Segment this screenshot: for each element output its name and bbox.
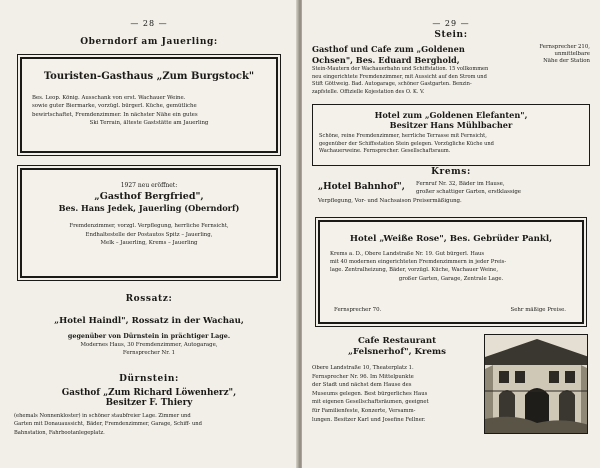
ad-title: „Hotel Haindl", Rossatz in der Wachau, bbox=[54, 316, 244, 326]
ad-text-line: Melk – Jauerling, Krems – Jauerling bbox=[100, 240, 198, 247]
ad-text-line: für Familienfeste, Konzerte, Versamm- bbox=[312, 407, 416, 414]
ad-owner: Bes. Hans Jedek, Jauerling (Oberndorf) bbox=[58, 203, 240, 214]
ad-text-line: mit eigenen Gesellschaftsräumen, geeignet bbox=[312, 399, 429, 406]
felsnerhof-illustration bbox=[484, 334, 588, 434]
ad-text-line: Nähe der Station bbox=[543, 58, 590, 64]
ad-gasthof-bergfried bbox=[20, 168, 278, 278]
page-number-right: — 29 — bbox=[432, 19, 470, 28]
ad-owner: „Felsnerhof", Krems bbox=[348, 347, 446, 357]
ad-text-line: großer Garten, Garage, Zentrale Lage. bbox=[398, 275, 504, 282]
ad-text-line: Museums gelegen. Best bürgerliches Haus bbox=[312, 390, 428, 397]
ad-phone: Fernsprecher 70. bbox=[334, 306, 382, 313]
ad-text-line: mit 40 modernen eingerichteten Fremdenzimmern in jeder Preis- bbox=[330, 259, 507, 266]
ad-text-line: Verpflegung, Vor- und Nachsaison Preisermäßigung. bbox=[318, 198, 462, 204]
courtyard-drawing bbox=[485, 335, 588, 434]
ad-text-line: Krems a. D., Obere Landstraße Nr. 19. Gut bürgerl. Haus bbox=[330, 251, 485, 257]
ad-subtitle: gegenüber von Dürnstein in prächtiger Lage. bbox=[67, 332, 231, 340]
section-heading-krems: Krems: bbox=[431, 167, 471, 177]
ad-text-line: neu eingerichtete Fremdenzimmer, mit Aussicht auf den Strom und bbox=[312, 73, 487, 80]
ad-text-line: Fernsprecher Nr. 1 bbox=[122, 350, 176, 357]
ad-text-line: lage. Zentralheizung, Bäder, vorzügl. Küche, Wachauer Weine, bbox=[330, 267, 498, 274]
ad-title: Cafe Restaurant bbox=[357, 336, 437, 346]
ad-text-line: Schöne, reine Fremdenzimmer, herrliche Terrasse mit Fernsicht, bbox=[319, 133, 487, 139]
ad-text-line: lungen. Besitzer Karl und Josefine Fellner. bbox=[312, 416, 426, 423]
ad-title: „Hotel Bahnhof", bbox=[318, 182, 405, 192]
ad-text-line: Stift Göttweig. Bad. Autogarage, schöner Gastgarten. Benzin- bbox=[312, 81, 472, 88]
ad-text-line: Stein-Mautern der Wachauerbahn und Schiffstation. 15 vollkommen bbox=[312, 66, 489, 72]
ad-phone: Fernsprecher 210, bbox=[539, 44, 590, 50]
ad-text-line: (ehemals Nonnenkloster) in schöner staubfreier Lage. Zimmer und bbox=[14, 413, 191, 419]
ad-text-line: Obere Landstraße 10, Theaterplatz 1. bbox=[312, 365, 414, 371]
ad-text-line: Bes. Leop. König. Ausschank von erst. Wachauer Weine. bbox=[32, 95, 186, 101]
ad-gasthof-goldener-ochsen bbox=[312, 44, 592, 102]
right-page bbox=[302, 0, 600, 468]
ad-title: Gasthof „Zum Richard Löwenherz", bbox=[61, 388, 237, 398]
left-page bbox=[0, 0, 298, 468]
ad-text-line: Fernruf Nr. 32, Bäder im Hause, bbox=[416, 181, 505, 187]
section-heading-oberndorf: Oberndorf am Jauerling: bbox=[80, 37, 218, 47]
ad-owner: Besitzer F. Thiery bbox=[105, 398, 193, 408]
ad-hotel-weisse-rose bbox=[318, 220, 584, 324]
ad-hotel-bahnhof bbox=[312, 181, 592, 211]
ad-title: Touristen-Gasthaus „Zum Burgstock" bbox=[43, 71, 255, 82]
section-heading-stein: Stein: bbox=[434, 30, 468, 40]
ad-text-line: großer schattiger Garten, erstklassige bbox=[416, 188, 521, 195]
ad-opened-note: 1927 neu eröffnet: bbox=[120, 182, 178, 189]
ad-text-line: sowie guter Biermarke, vorzügl. bürgerl. Küche, gemütliche bbox=[32, 103, 197, 110]
ad-owner: Besitzer Hans Mühlbacher bbox=[389, 120, 513, 130]
ad-cafe-felsnerhof bbox=[312, 334, 592, 462]
ad-text-line: Fernsprecher Nr. 96. Im Mittelpunkte bbox=[312, 373, 414, 380]
ad-title: Gasthof und Cafe zum „Goldenen bbox=[312, 44, 465, 54]
ad-text-line: unmittelbare bbox=[554, 51, 590, 57]
ad-text-line: gegenüber der Schiffsstation Stein gelegen. Vorzügliche Küche und bbox=[319, 140, 494, 147]
ad-title: „Gasthof Bergfried", bbox=[94, 191, 204, 203]
ad-text-line: Ski Terrain, älteste Gaststätte am Jauerling bbox=[89, 120, 209, 127]
ad-touristen-gasthaus bbox=[20, 57, 278, 153]
page-number-left: — 28 — bbox=[130, 19, 168, 28]
ad-gasthof-loewenherz bbox=[14, 388, 284, 437]
ad-text-line: Endhaltestelle der Postautos Spitz – Jauerling, bbox=[85, 231, 213, 238]
ad-text-line: Wachauerweine. Fernsprecher. Gesellschaftsraum. bbox=[319, 148, 451, 155]
ad-text-line: zapfstelle. Offizielle Kojestation des Ö. K. V. bbox=[312, 88, 425, 95]
ad-hotel-goldener-elefant bbox=[312, 104, 590, 166]
ad-hotel-haindl bbox=[20, 316, 278, 358]
ad-text-line: bewirtschaftet, Fremdenzimmer. In nächster Nähe ein gutes bbox=[32, 111, 198, 118]
ad-prices-note: Sehr mäßige Preise. bbox=[510, 306, 566, 313]
ad-title: Hotel zum „Goldenen Elefanten", bbox=[374, 110, 528, 120]
section-heading-rossatz: Rossatz: bbox=[125, 294, 173, 304]
ad-title: Hotel „Weiße Rose", Bes. Gebrüder Pankl, bbox=[349, 234, 553, 244]
ad-text-line: der Stadt und nächst dem Hause des bbox=[312, 382, 412, 389]
ad-text-line: Garten mit Donauaussicht, Bäder, Fremdenzimmer, Garage, Schiff- und bbox=[14, 421, 202, 428]
ad-text-line: Bahnstation, Fahrbootanlegeplatz. bbox=[14, 429, 105, 436]
section-heading-duernstein: Dürnstein: bbox=[119, 374, 179, 384]
ad-text-line: Fremdenzimmer, vorzgl. Verpflegung, herrliche Fernsicht, bbox=[69, 223, 229, 230]
ad-text-line: Modernes Haus, 30 Fremdenzimmer, Autogarage, bbox=[80, 342, 218, 348]
ad-owner: Ochsen", Bes. Eduard Berghold, bbox=[312, 55, 460, 65]
